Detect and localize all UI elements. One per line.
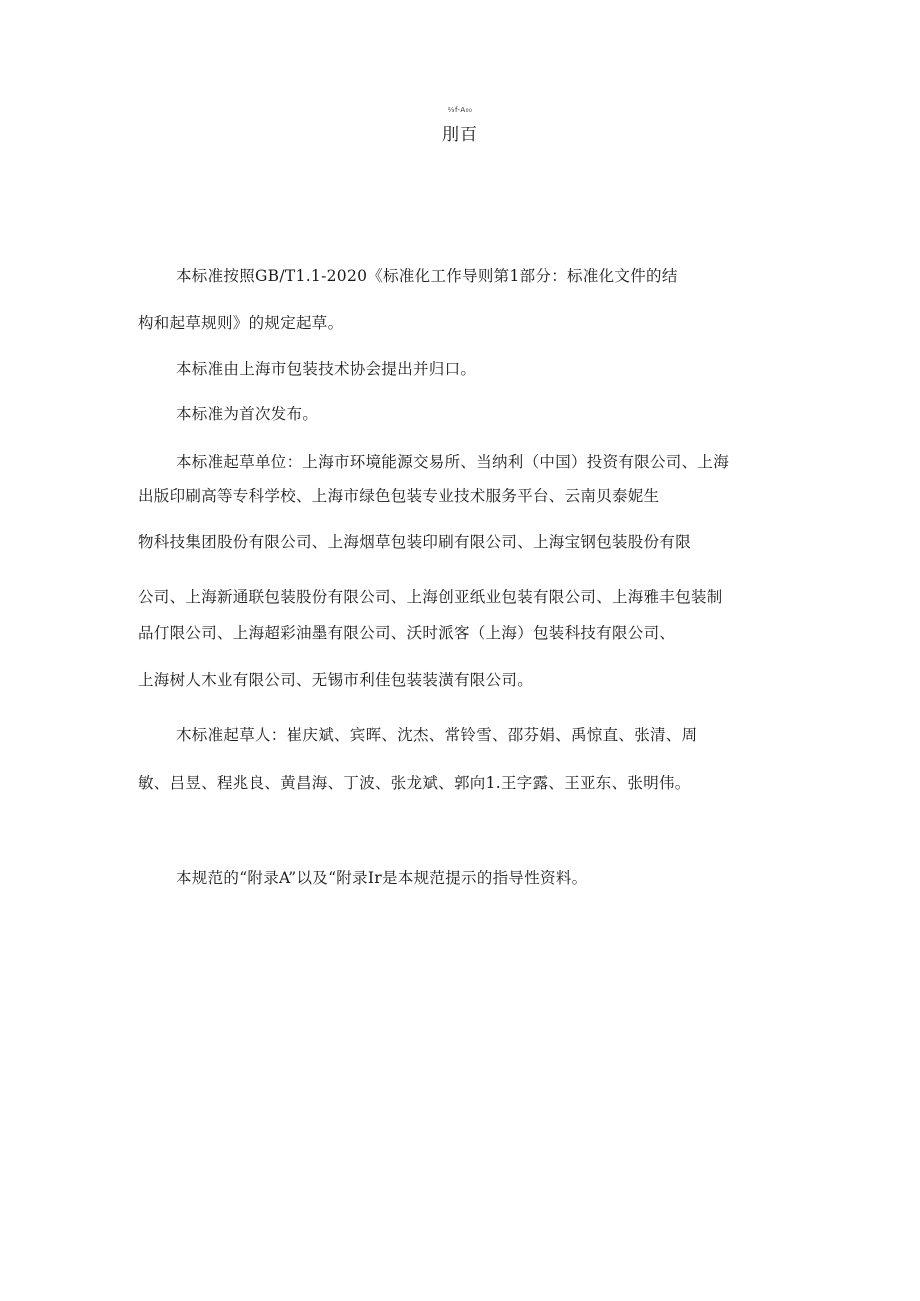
paragraph-standard-basis-line-1: 本标准按照GB/T1.1-2020《标准化工作导则第1部分：标准化文件的结	[176, 267, 678, 285]
paragraph-drafting-units-line-5: 品仃限公司、上海超彩油墨有限公司、沃时派客（上海）包装科技有限公司、	[138, 624, 676, 642]
paragraph-appendix-note: 本规范的“附录A”以及“附录Ir是本规范提示的指导性资料。	[176, 869, 588, 887]
paragraph-drafters-line-2: 敏、吕昱、程兆良、黄昌海、丁波、张龙斌、郭向1.王字露、王亚东、张明伟。	[138, 774, 691, 792]
page-title: 刖百	[442, 125, 478, 145]
paragraph-drafting-units-line-1: 本标准起草单位：上海市环境能源交易所、当纳利（中国）投资有限公司、上海	[176, 453, 730, 471]
paragraph-drafting-units-line-2: 出版印刷高等专科学校、上海市绿色包装专业技术服务平台、云南贝泰妮生	[138, 487, 660, 505]
paragraph-standard-basis-line-2: 构和起草规则》的规定起草。	[138, 314, 344, 332]
paragraph-drafting-units-line-4: 公司、上海新通联包装股份有限公司、上海创亚纸业包装有限公司、上海雅丰包装制	[138, 588, 723, 606]
paragraph-drafting-units-line-3: 物科技集团股份有限公司、上海烟草包装印刷有限公司、上海宝钢包装股份有限	[138, 533, 692, 551]
paragraph-drafters-line-1: 木标准起草人：崔庆斌、宾晖、沈杰、常铃雪、邵芬娟、禹惊直、张清、周	[176, 726, 698, 744]
paragraph-proposer: 本标准由上海市包装技术协会提出并归口。	[176, 360, 477, 378]
paragraph-drafting-units-line-6: 上海树人木业有限公司、无锡市利佳包装装潢有限公司。	[138, 671, 534, 689]
paragraph-first-release: 本标准为首次发布。	[176, 405, 319, 423]
header-note: ⅔f-A₀₀	[447, 106, 473, 114]
